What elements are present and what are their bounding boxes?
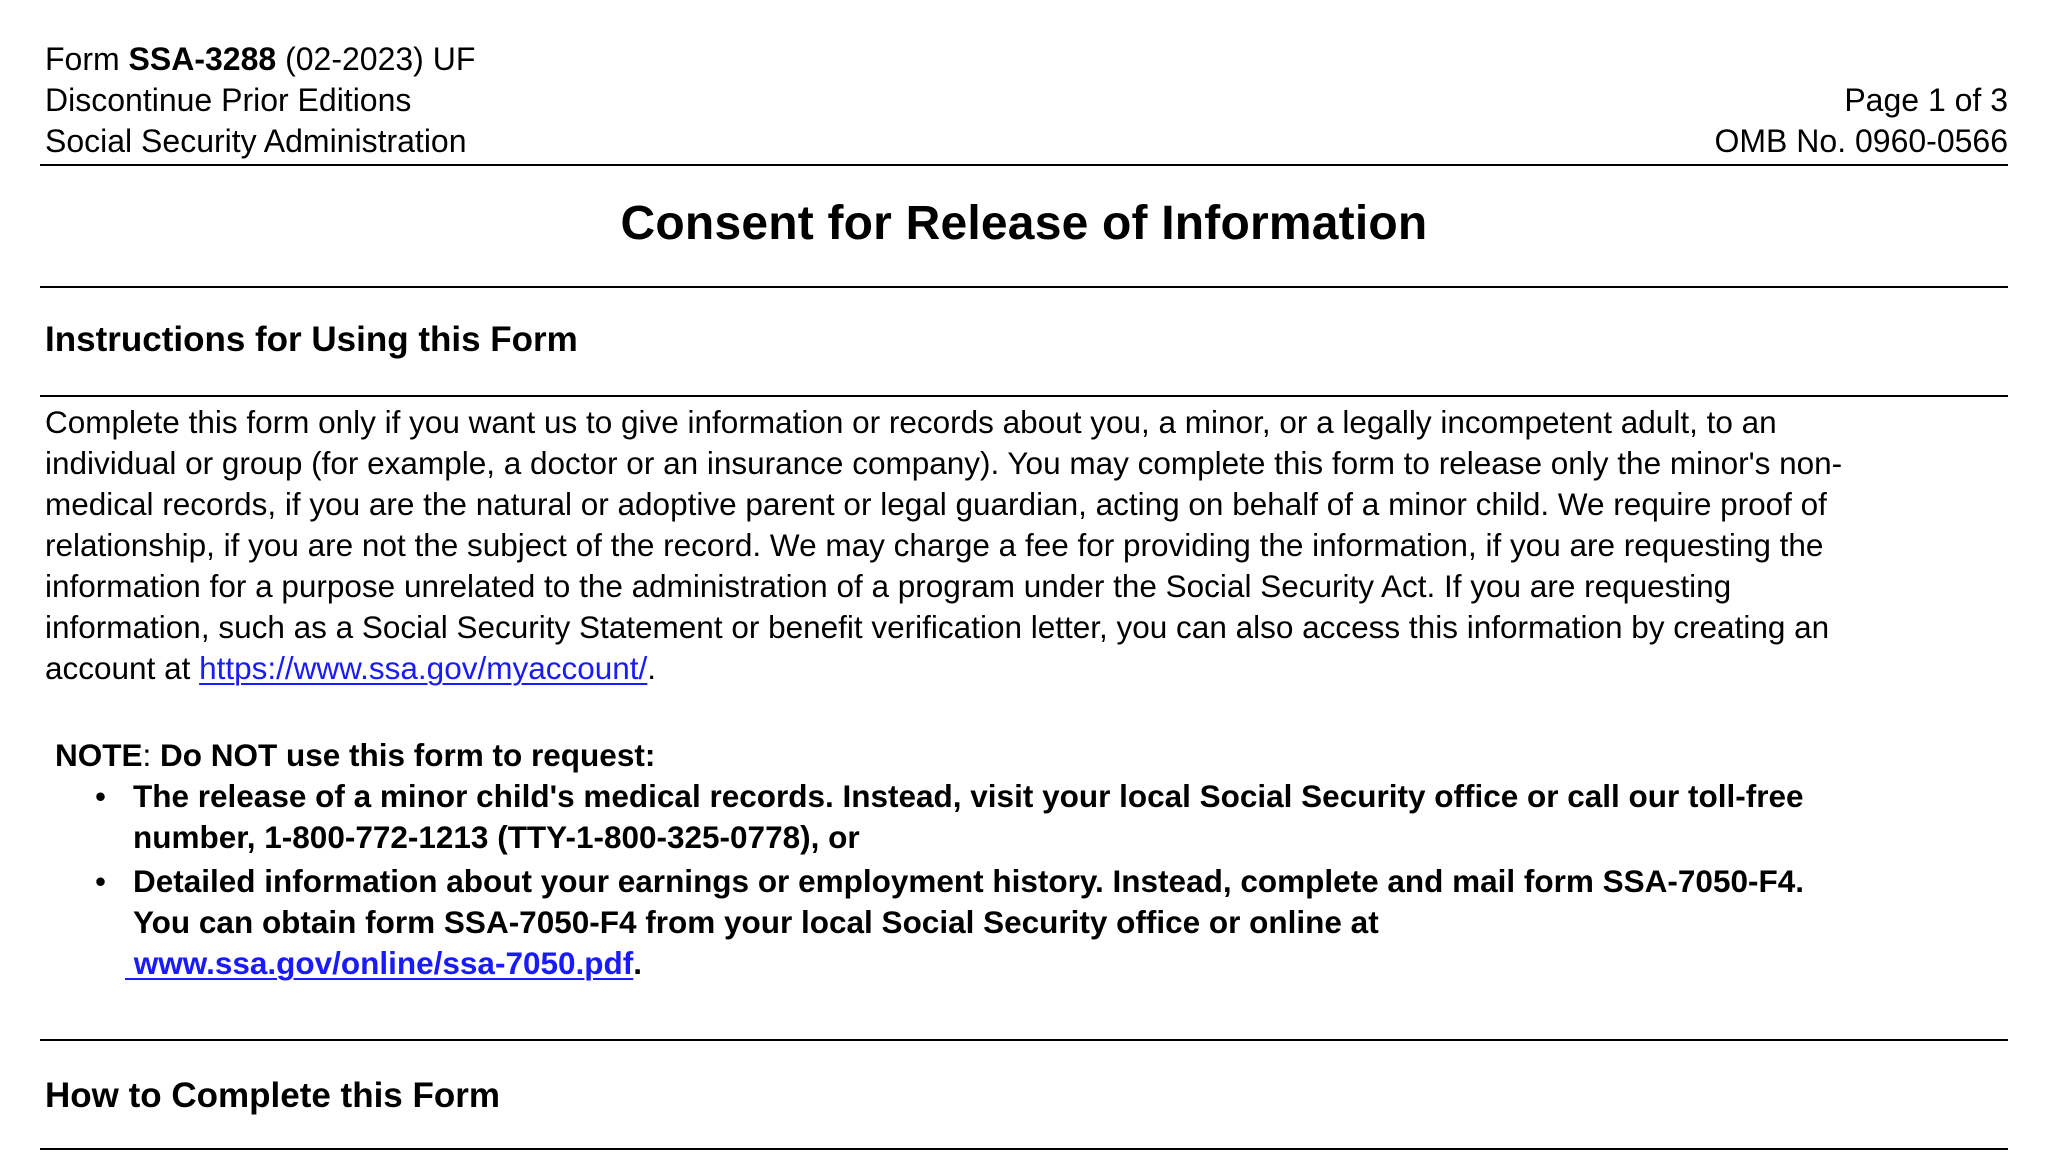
page-title: Consent for Release of Information [620, 197, 1428, 250]
paragraph-line: individual or group (for example, a doctor or an insurance company). You may complete this form to release only the minor's non- [45, 445, 1843, 481]
form-identifier [45, 39, 475, 80]
paragraph-line: medical records, if you are the natural or adoptive parent or legal guardian, acting on behalf of a minor child. We require proof of [45, 486, 1827, 522]
bullet-line: Detailed information about your earnings or employment history. Instead, complete and mail form SSA-7050-F4. [133, 863, 1804, 899]
account-suffix: . [647, 650, 657, 686]
page-indicator: Page 1 of 3 [1844, 82, 2008, 118]
how-to-top-divider [40, 1039, 2008, 1041]
link-suffix: . [633, 945, 643, 981]
account-prefix: account at [45, 650, 200, 686]
note-label: NOTE [55, 737, 143, 773]
agency-name: Social Security Administration [45, 123, 467, 159]
discontinue-notice: Discontinue Prior Editions [45, 82, 412, 118]
note-heading [55, 735, 655, 776]
bullet-icon: • [95, 863, 107, 899]
bullet-line-link [125, 943, 1990, 984]
bullet-icon: • [95, 778, 107, 814]
note-text: Do NOT use this form to request: [151, 737, 656, 773]
form-prefix: Form [45, 41, 129, 77]
instructions-paragraph [45, 402, 2015, 689]
paragraph-line: relationship, if you are not the subject of the record. We may charge a fee for providing the information, if you are requesting the [45, 527, 1824, 563]
note-colon: : [142, 737, 152, 773]
how-to-bottom-divider [40, 1148, 2008, 1150]
bullet-line: You can obtain form SSA-7050-F4 from your local Social Security office or online at [133, 904, 1379, 940]
instructions-divider [40, 395, 2008, 397]
note-bullet-item [90, 776, 1990, 858]
how-to-heading: How to Complete this Form [45, 1076, 500, 1115]
note-bullet-list [90, 776, 1990, 987]
omb-number: OMB No. 0960-0566 [1714, 123, 2008, 159]
paragraph-line: information for a purpose unrelated to the administration of a program under the Social Security Act. If you are requesting [45, 568, 1732, 604]
paragraph-line: Complete this form only if you want us to give information or records about you, a minor, or a legally incompetent adult, to an [45, 404, 1777, 440]
instructions-heading: Instructions for Using this Form [45, 320, 578, 359]
header-divider [40, 164, 2008, 166]
title-divider [40, 286, 2008, 288]
form-number: SSA-3288 [128, 41, 277, 77]
paragraph-line-last [45, 648, 2015, 689]
myaccount-link[interactable]: https://www.ssa.gov/myaccount/ [199, 650, 648, 686]
note-bullet-item [90, 861, 1990, 984]
bullet-line: The release of a minor child's medical records. Instead, visit your local Social Security office or call our toll-free [133, 778, 1804, 814]
paragraph-line: information, such as a Social Security Statement or benefit verification letter, you can also access this information by creating an [45, 609, 1830, 645]
form-edition: (02-2023) UF [276, 41, 476, 77]
bullet-line: number, 1-800-772-1213 (TTY-1-800-325-0778), or [133, 819, 860, 855]
ssa-7050-link[interactable]: www.ssa.gov/online/ssa-7050.pdf [125, 945, 634, 981]
